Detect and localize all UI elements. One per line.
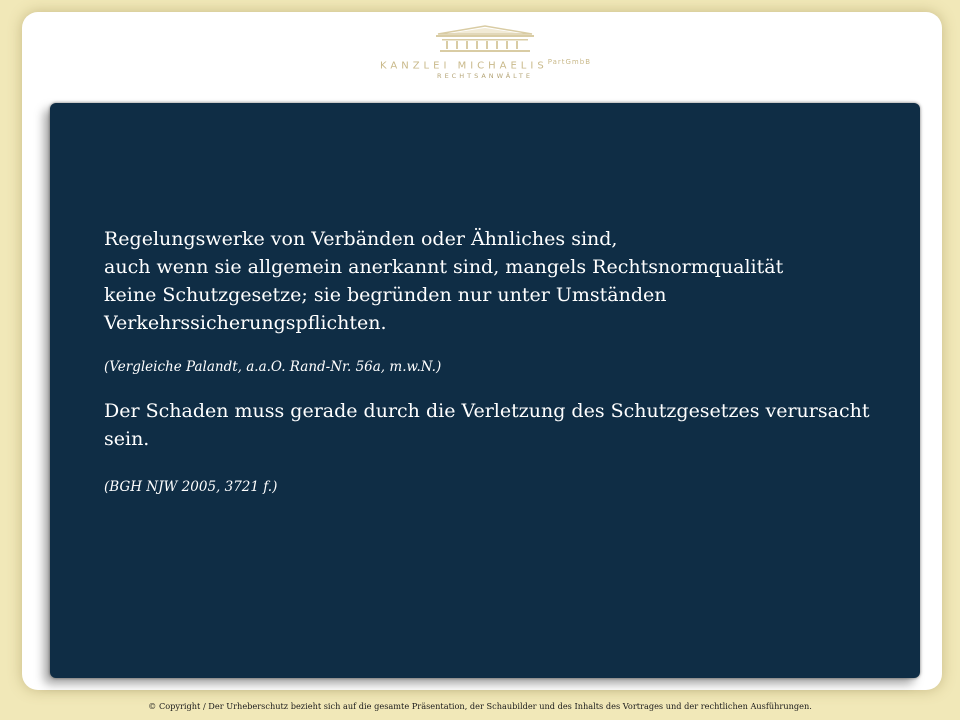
kanzlei-logo <box>380 24 590 90</box>
logo-subtitle: RECHTSANWÄLTE <box>437 72 533 81</box>
temple-pediment-icon <box>430 24 540 54</box>
copyright-footer: © Copyright / Der Urheberschutz bezieht sich auf die gesamte Präsentation, der Schaubilder und des Inhalts des Vortrages und der rechtlichen Ausführungen. <box>148 701 812 711</box>
citation-bgh: (BGH NJW 2005, 3721 f.) <box>104 479 278 495</box>
paragraph-schutzgesetze <box>104 225 884 337</box>
text-block <box>104 225 884 497</box>
citation-palandt: (Vergleiche Palandt, a.a.O. Rand-Nr. 56a, m.w.N.) <box>104 359 442 375</box>
logo-superscript: PartGmbB <box>547 58 591 66</box>
paragraph-line: keine Schutzgesetze; sie begründen nur unter Umständen <box>104 284 667 306</box>
paragraph-line: Regelungswerke von Verbänden oder Ähnliches sind, <box>104 228 618 250</box>
content-panel <box>50 103 920 678</box>
paragraph-line: auch wenn sie allgemein anerkannt sind, mangels Rechtsnormqualität <box>104 256 784 278</box>
logo-name-text: KANZLEI MICHAELIS <box>380 60 548 72</box>
logo-name <box>380 58 590 71</box>
paragraph-schaden: Der Schaden muss gerade durch die Verletzung des Schutzgesetzes verursacht sein. <box>104 400 870 450</box>
paragraph-line: Verkehrssicherungspflichten. <box>104 312 387 334</box>
